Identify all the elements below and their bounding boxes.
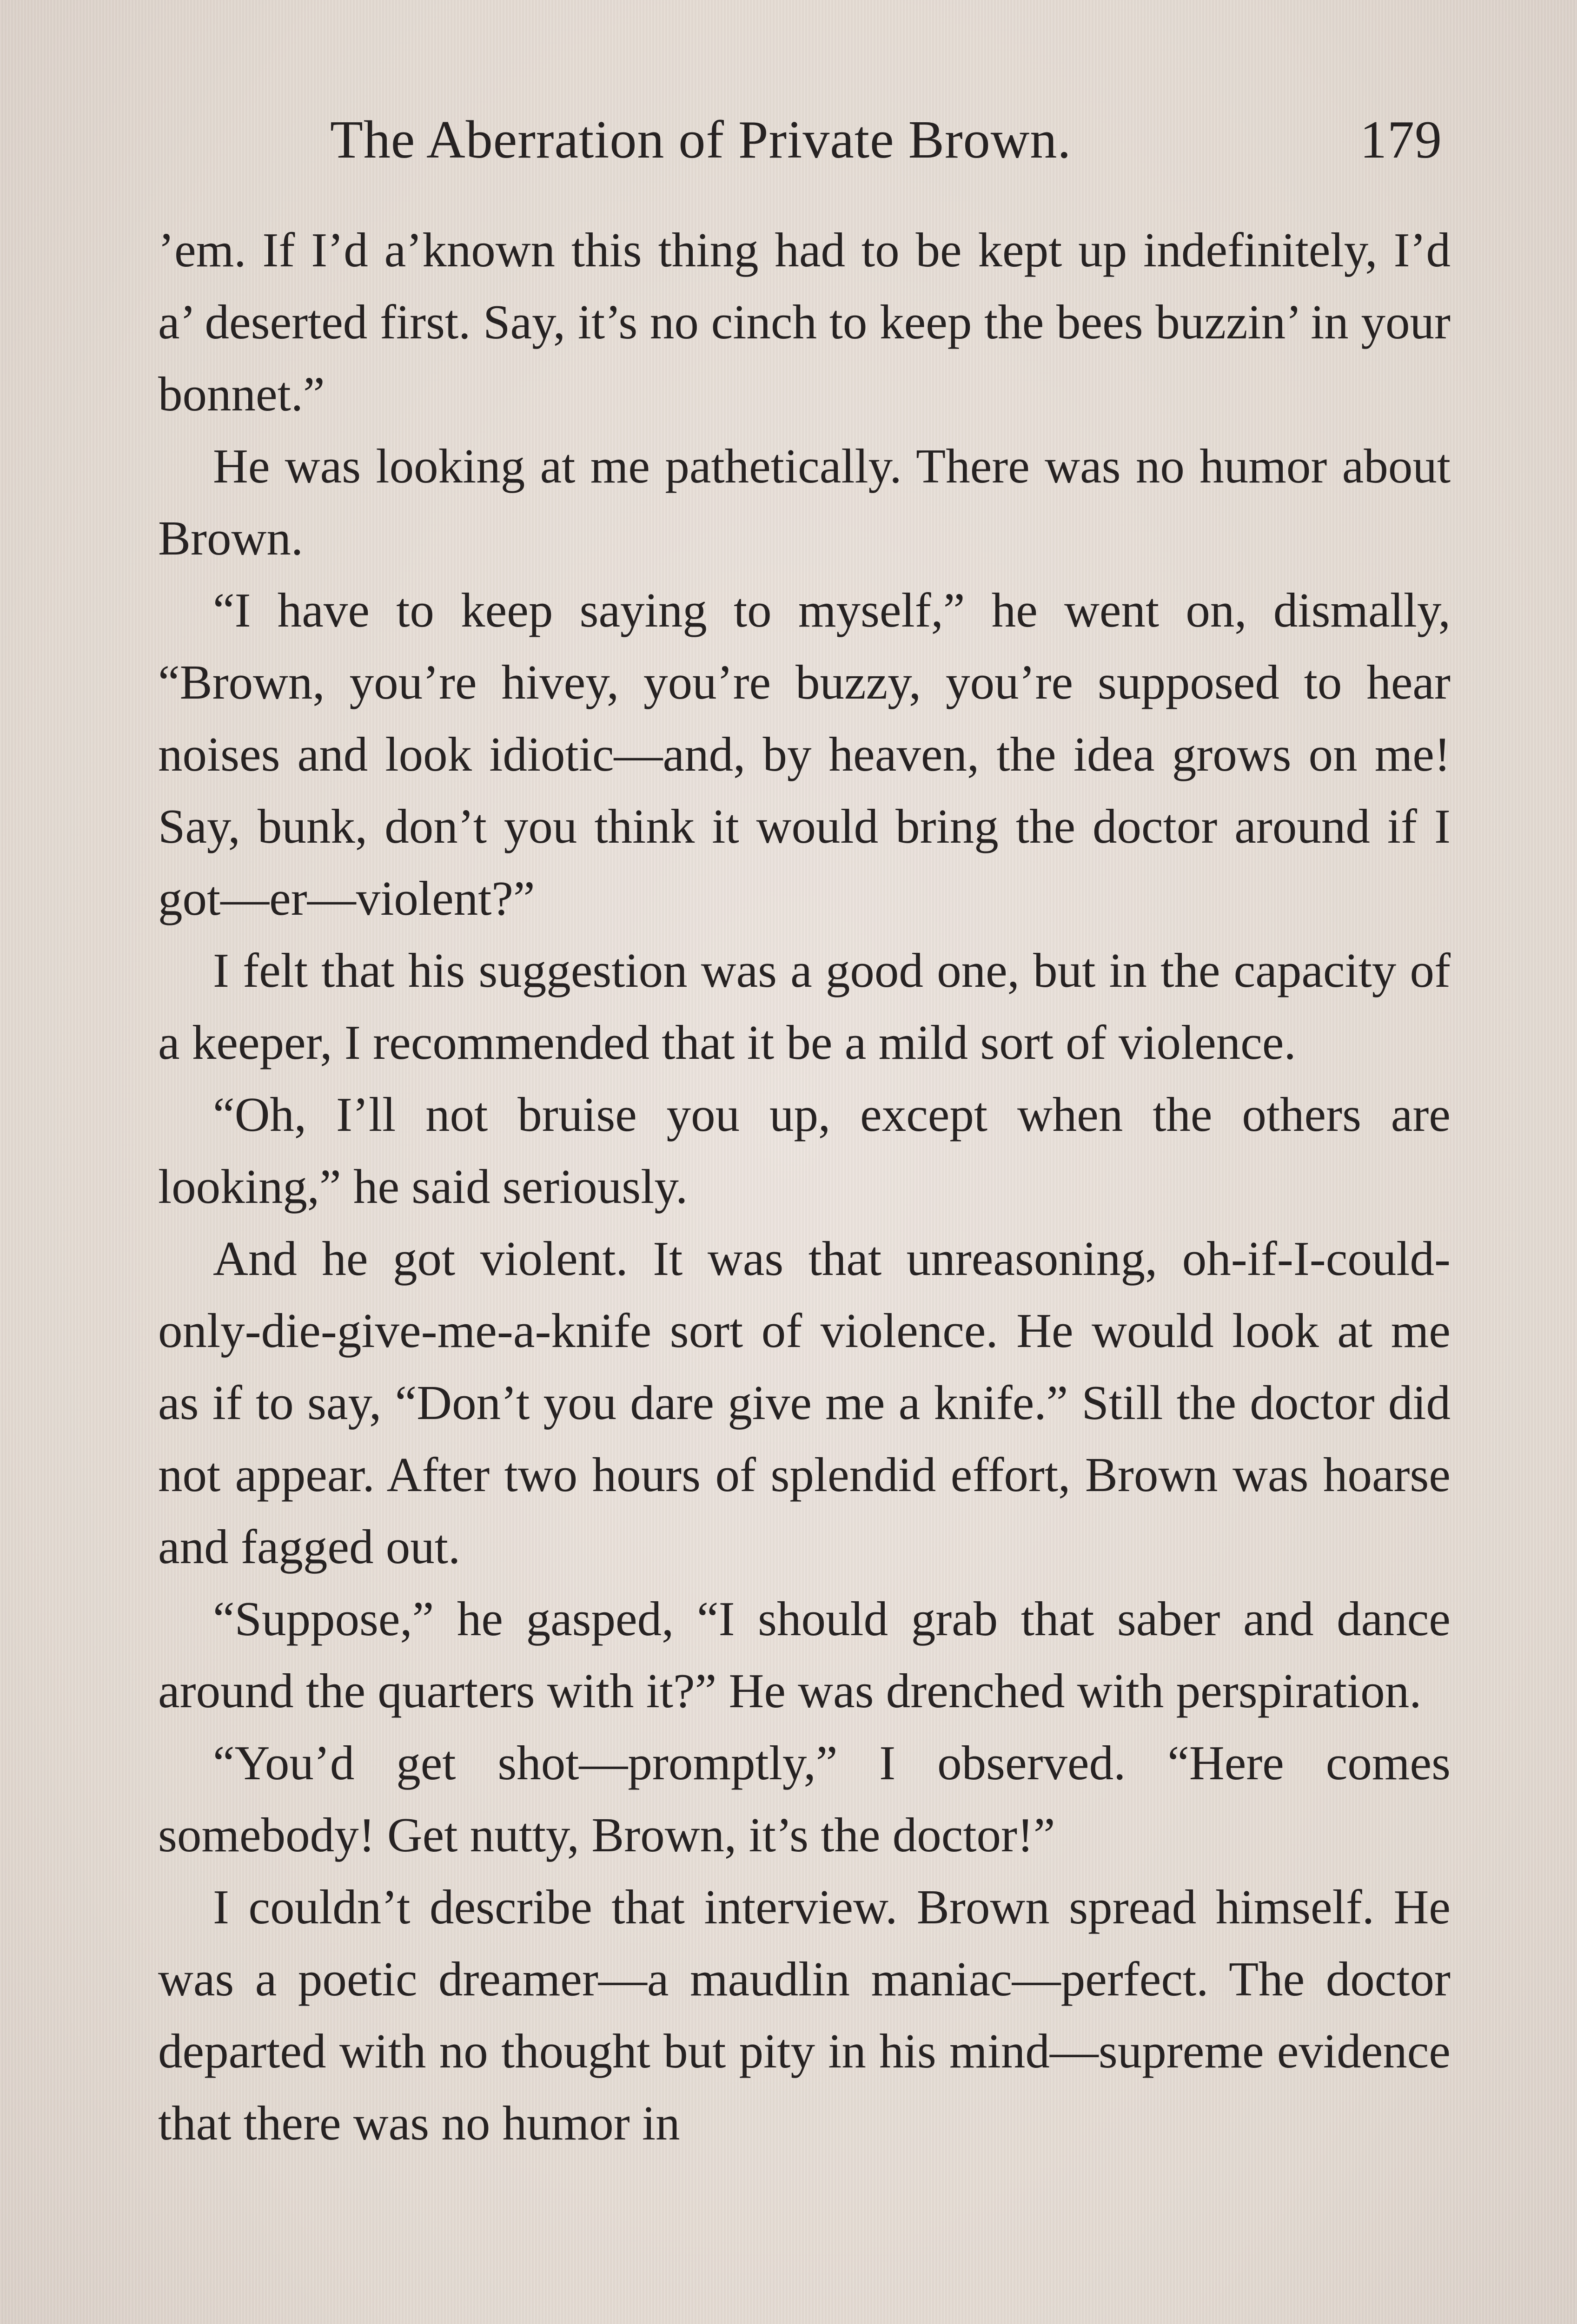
- paragraph: “You’d get shot—promptly,” I observed. “Here comes somebody! Get nutty, Brown, it’s the doctor!”: [158, 1736, 1451, 1862]
- paragraph: And he got violent. It was that unreasoning, oh-if-I-could-only-die-give-me-a-knife sort of violence. He would look at me as if to say, “Don’t you dare give me a knife.” Still the doctor did not appear. After two hours of splendid effort, Brown was hoarse and fagged out.: [158, 1231, 1451, 1574]
- paragraph: I couldn’t describe that interview. Brown spread himself. He was a poetic dreamer—a maudlin maniac—perfect. The doctor departed with no thought but pity in his mind—supreme evidence that there was no humor in: [158, 1880, 1451, 2150]
- running-head: [158, 109, 1442, 174]
- paragraph: He was looking at me pathetically. There was no humor about Brown.: [158, 439, 1451, 565]
- running-title: The Aberration of Private Brown.: [330, 110, 1072, 170]
- paragraph: “Oh, I’ll not bruise you up, except when the others are looking,” he said seriously.: [158, 1087, 1451, 1214]
- paragraph: “Suppose,” he gasped, “I should grab that saber and dance around the quarters with it?” He was drenched with perspiration.: [158, 1591, 1451, 1718]
- body-text: [158, 214, 1451, 2159]
- paragraph: ’em. If I’d a’known this thing had to be kept up indefinitely, I’d a’ deserted first. Say, it’s no cinch to keep the bees buzzin’ in your bonnet.”: [158, 223, 1451, 421]
- page-number: 179: [1360, 110, 1442, 170]
- paragraph: I felt that his suggestion was a good one, but in the capacity of a keeper, I recommended that it be a mild sort of violence.: [158, 943, 1451, 1070]
- paragraph: “I have to keep saying to myself,” he went on, dismally, “Brown, you’re hivey, you’re buzzy, you’re supposed to hear noises and look idiotic—and, by heaven, the idea grows on me! Say, bunk, don’t you think it would bring the doctor around if I got—er—violent?”: [158, 583, 1451, 925]
